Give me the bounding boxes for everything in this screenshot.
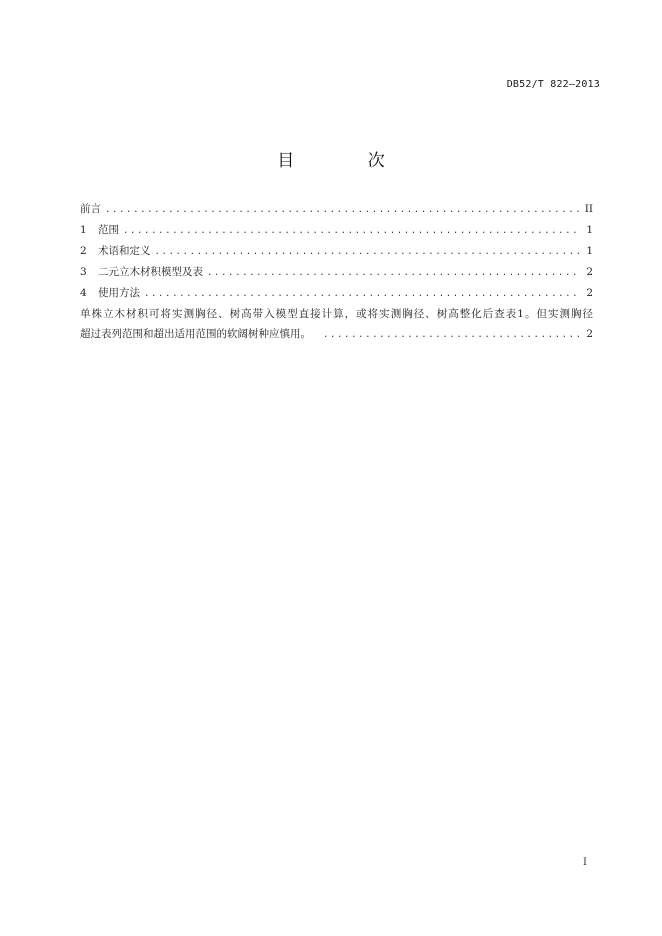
toc-entry-label: 二元立木材积模型及表 <box>98 266 203 278</box>
toc-entry-page: 2 <box>586 266 593 278</box>
toc-entry-number: 1 <box>80 224 87 236</box>
toc-entry-page: 1 <box>586 224 593 236</box>
toc-entry-page: 2 <box>586 328 593 340</box>
toc-entry-text-line2: 超过表列范围和超出适用范围的软阔树种应慎用。 <box>80 328 311 340</box>
toc-entry-label: 前言 <box>80 203 101 215</box>
toc-leader-dots <box>207 263 579 284</box>
toc-entry-label: 范围 <box>98 224 119 236</box>
toc-entry-number: 3 <box>80 266 87 278</box>
toc-entry-label: 使用方法 <box>98 287 140 299</box>
toc-leader-dots <box>323 325 579 345</box>
table-of-contents <box>80 199 593 345</box>
toc-entry-usage[interactable] <box>80 283 593 304</box>
toc-entry-foreword[interactable] <box>80 199 593 220</box>
toc-entry-page: II <box>584 203 593 215</box>
toc-entry-page: 1 <box>586 245 593 257</box>
toc-entry-page: 2 <box>586 287 593 299</box>
toc-entry-scope[interactable] <box>80 220 593 241</box>
toc-leader-dots <box>105 200 579 221</box>
toc-entry-number: 2 <box>80 245 87 257</box>
toc-entry-label: 术语和定义 <box>98 245 151 257</box>
toc-entry-usage-note[interactable] <box>80 304 593 345</box>
toc-title: 目 次 <box>277 151 419 171</box>
toc-entry-terms[interactable] <box>80 241 593 262</box>
toc-entry-number: 4 <box>80 287 87 299</box>
toc-entry-model[interactable] <box>80 262 593 283</box>
toc-leader-dots <box>144 284 579 305</box>
toc-leader-dots <box>123 221 579 242</box>
document-code: DB52/T 822—2013 <box>506 79 600 90</box>
toc-leader-dots <box>155 242 580 263</box>
page-number: I <box>583 857 587 868</box>
toc-entry-text-line1: 单株立木材积可将实测胸径、树高带入模型直接计算，或将实测胸径、树高整化后查表1。但实测胸径 <box>80 308 593 320</box>
